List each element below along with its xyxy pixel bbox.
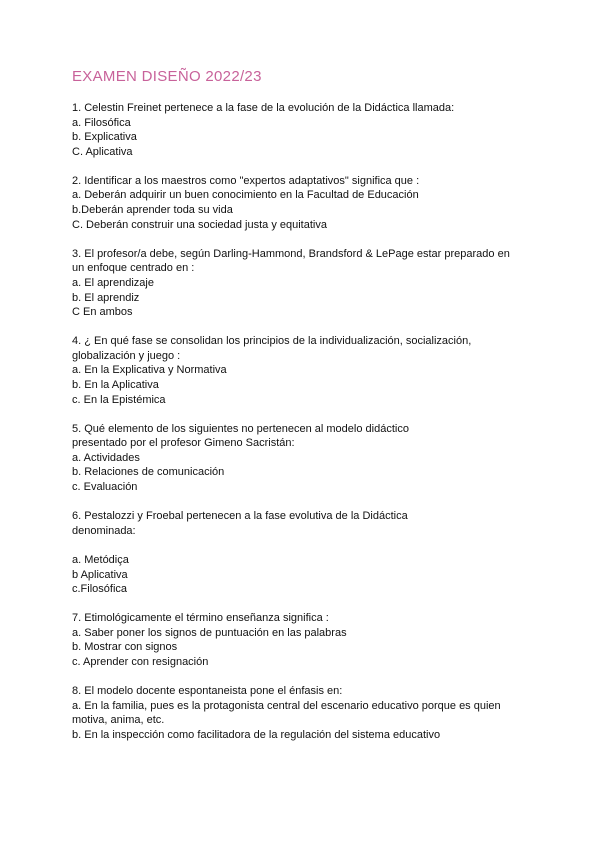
- question-text: 4. ¿ En qué fase se consolidan los principios de la individualización, socialización,: [72, 335, 472, 348]
- question-line: a. Metódiça: [72, 553, 129, 566]
- question-line: a. Filosófica: [72, 116, 131, 129]
- question-line: a. En la Explicativa y Normativa: [72, 364, 227, 377]
- question-line: b. Relaciones de comunicación: [72, 466, 225, 479]
- question-line: denominada:: [72, 524, 136, 537]
- question-text: 3. El profesor/a debe, según Darling-Hammond, Brandsford & LePage estar preparado en: [72, 247, 510, 260]
- question-7: [72, 611, 542, 669]
- question-2: [72, 174, 542, 232]
- question-line: C. Aplicativa: [72, 145, 133, 158]
- question-text: 8. El modelo docente espontaneista pone el énfasis en:: [72, 685, 343, 698]
- question-line: b Aplicativa: [72, 568, 128, 581]
- question-line: un enfoque centrado en :: [72, 262, 195, 275]
- question-line: presentado por el profesor Gimeno Sacristán:: [72, 437, 295, 450]
- question-4: [72, 334, 542, 407]
- question-6: [72, 509, 542, 597]
- question-line: b.Deberán aprender toda su vida: [72, 204, 233, 217]
- question-line: c.Filosófica: [72, 583, 128, 596]
- question-text: 7. Etimológicamente el término enseñanza significa :: [72, 612, 329, 625]
- question-1: [72, 101, 542, 159]
- blank-line: [72, 538, 542, 553]
- question-text: 1. Celestin Freinet pertenece a la fase de la evolución de la Didáctica llamada:: [72, 102, 455, 114]
- question-line: a. El aprendizaje: [72, 276, 154, 289]
- question-line: a. Saber poner los signos de puntuación en las palabras: [72, 626, 347, 639]
- question-text: 2. Identificar a los maestros como "expertos adaptativos" significa que :: [72, 174, 420, 187]
- question-line: motiva, anima, etc.: [72, 714, 165, 727]
- question-line: a. En la familia, pues es la protagonista central del escenario educativo porque es quien: [72, 699, 501, 712]
- question-8: [72, 684, 542, 742]
- question-list: [72, 101, 542, 742]
- question-text: 5. Qué elemento de los siguientes no pertenecen al modelo didáctico: [72, 422, 409, 435]
- question-text: 6. Pestalozzi y Froebal pertenecen a la fase evolutiva de la Didáctica: [72, 510, 408, 523]
- question-line: b. En la inspección como facilitadora de la regulación del sistema educativo: [72, 728, 441, 741]
- question-line: c. Evaluación: [72, 481, 138, 494]
- question-line: globalización y juego :: [72, 349, 181, 362]
- question-line: a. Deberán adquirir un buen conocimiento en la Facultad de Educación: [72, 189, 419, 202]
- question-line: C En ambos: [72, 306, 133, 319]
- question-line: b. El aprendiz: [72, 291, 140, 304]
- question-line: b. En la Aplicativa: [72, 379, 159, 391]
- question-line: C. Deberán construir una sociedad justa y equitativa: [72, 218, 327, 231]
- question-line: b. Explicativa: [72, 131, 137, 144]
- exam-page: [72, 68, 542, 757]
- exam-title: EXAMEN DISEÑO 2022/23: [72, 68, 262, 85]
- question-line: c. En la Epistémica: [72, 393, 166, 406]
- question-line: b. Mostrar con signos: [72, 641, 178, 654]
- question-5: [72, 422, 542, 495]
- question-line: a. Actividades: [72, 451, 140, 464]
- question-line: c. Aprender con resignación: [72, 656, 209, 668]
- question-3: [72, 247, 542, 320]
